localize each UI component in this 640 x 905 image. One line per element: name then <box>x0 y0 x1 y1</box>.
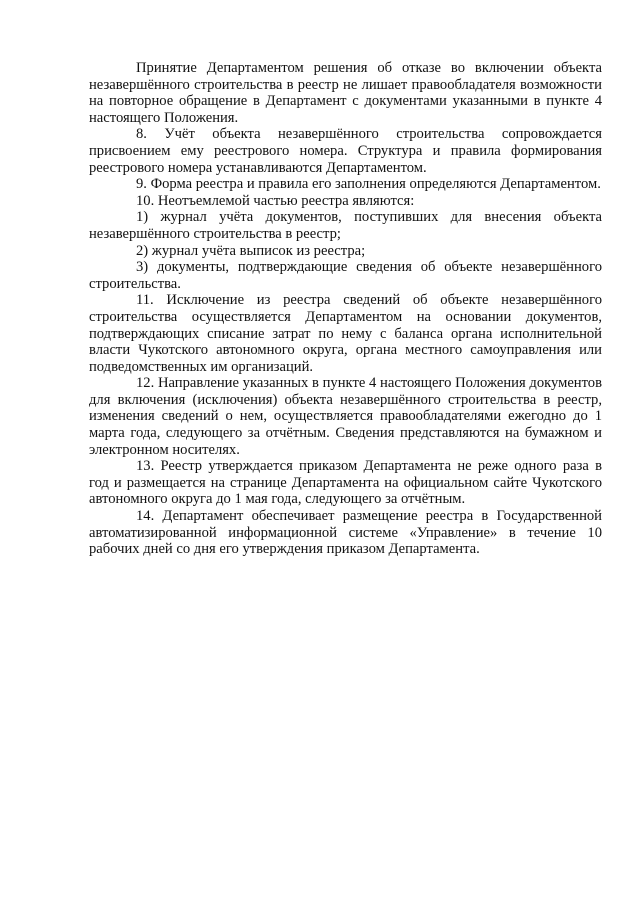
paragraph-10-registry-parts: 10. Неотъемлемой частью реестра являются: <box>136 192 415 209</box>
list-item-3-supporting-documents: 3) документы, подтверждающие сведения об объекте незавершённого строительства. <box>89 259 602 292</box>
paragraph-8-registry-number: 8. Учёт объекта незавершённого строительства сопровождается присвоением ему реестрового номера. Структура и правила формирования реестрового номера устанавливаются Департаментом. <box>89 126 602 176</box>
paragraph-12-submission: 12. Направление указанных в пункте 4 настоящего Положения документов для включения (исключения) объекта незавершённого строительства в реестр, изменения сведений о нем, осуществляется правообладателями ежегодно до 1 марта года, следующего за отчётным. Сведения представляются на бумажном и электронном носителях. <box>89 375 602 458</box>
list-item-1-documents-journal: 1) журнал учёта документов, поступивших для внесения объекта незавершённого строительства в реестр; <box>89 209 602 242</box>
paragraph-11-exclusion: 11. Исключение из реестра сведений об объекте незавершённого строительства осуществляется Департаментом на основании документов, подтверждающих списание затрат по нему с баланса органа исполнительной власти Чукотского автономного округа, органа местного самоуправления или подведомственных им организаций. <box>89 292 602 375</box>
document-body <box>89 60 602 558</box>
list-item-2-extracts-journal: 2) журнал учёта выписок из реестра; <box>136 242 366 259</box>
paragraph-14-publication: 14. Департамент обеспечивает размещение реестра в Государственной автоматизированной информационной системе «Управление» в течение 10 рабочих дней со дня его утверждения приказом Департамента. <box>89 508 602 558</box>
paragraph-9-registry-form: 9. Форма реестра и правила его заполнения определяются Департаментом. <box>136 176 601 193</box>
paragraph-refusal-note: Принятие Департаментом решения об отказе во включении объекта незавершённого строительства в реестр не лишает правообладателя возможности на повторное обращение в Департамент с документами указанными в пункте 4 настоящего Положения. <box>89 60 602 126</box>
paragraph-13-approval: 13. Реестр утверждается приказом Департамента не реже одного раза в год и размещается на странице Департамента на официальном сайте Чукотского автономного округа до 1 мая года, следующего за отчётным. <box>89 458 602 508</box>
